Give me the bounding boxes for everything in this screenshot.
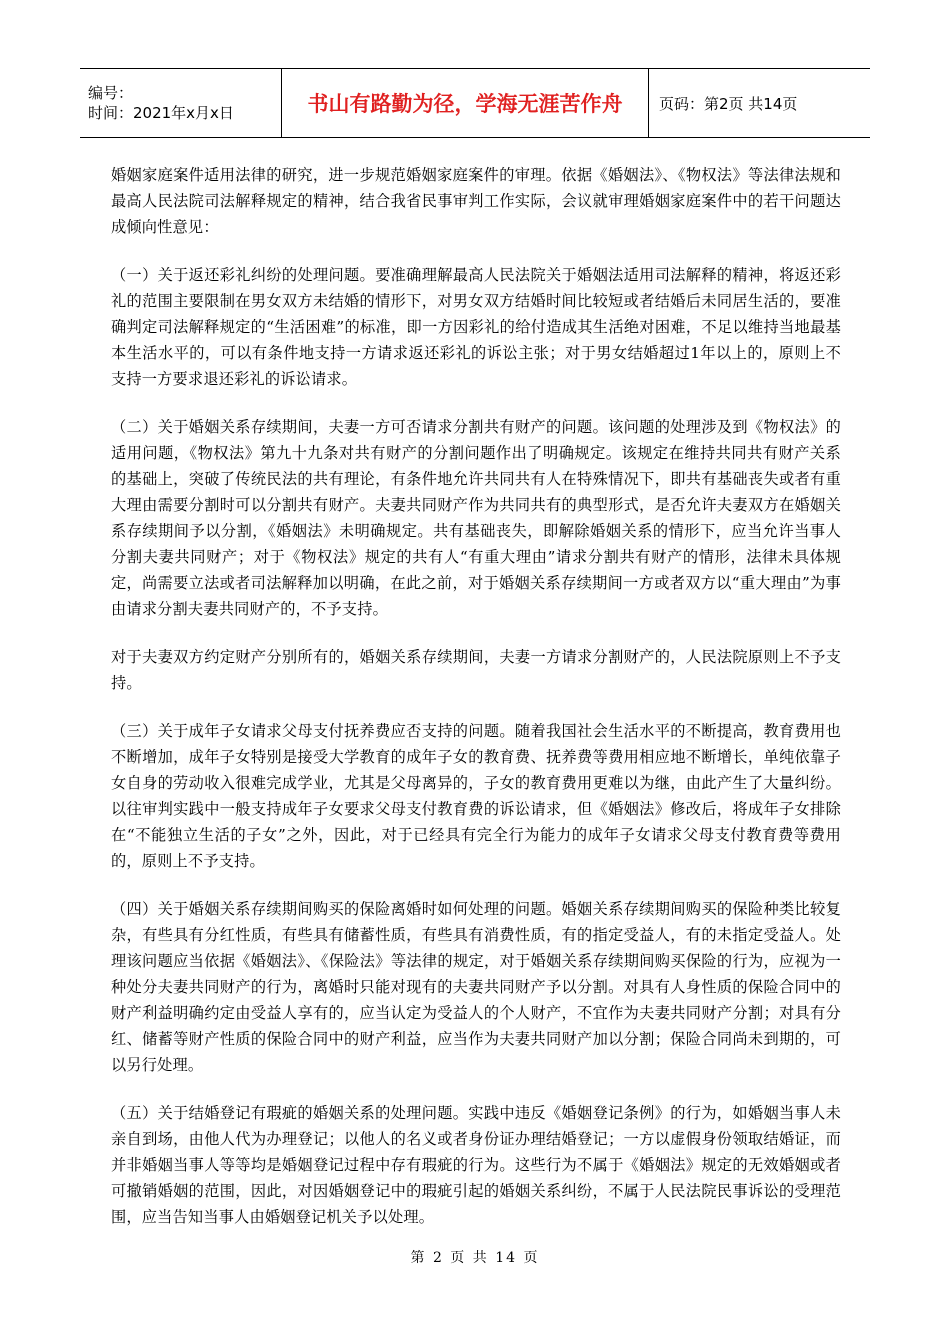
header-meta-cell [80,69,282,138]
motto-text: 书山有路勤为径，学海无涯苦作舟 [307,92,623,116]
paragraph-section-2: （二）关于婚姻关系存续期间，夫妻一方可否请求分割共有财产的问题。该问题的处理涉及到《物权法》的适用问题，《物权法》第九十九条对共有财产的分割问题作出了明确规定。该规定在维持共同共有财产关系的基础上，突破了传统民法的共有理论，有条件地允许共同共有人在特殊情况下，即共有基础丧失或者有重大理由需要分割时可以分割共有财产。夫妻共同财产作为共同共有的典型形式，是否允许夫妻双方在婚姻关系存续期间予以分割，《婚姻法》未明确规定。共有基础丧失，即解除婚姻关系的情形下，应当允许当事人分割夫妻共同财产；对于《物权法》规定的共有人“有重大理由”请求分割共有财产的情形，法律未具体规定，尚需要立法或者司法解释加以明确，在此之前，对于婚姻关系存续期间一方或者双方以“重大理由”为事由请求分割夫妻共同财产的，不予支持。 [111,418,841,618]
header-page-number: 页码：第2页 共14页 [659,94,798,113]
paragraph-section-3: （三）关于成年子女请求父母支付抚养费应否支持的问题。随着我国社会生活水平的不断提高，教育费用也不断增加，成年子女特别是接受大学教育的成年子女的教育费、抚养费等费用相应地不断增长，单纯依靠子女自身的劳动收入很难完成学业，尤其是父母离异的，子女的教育费用更难以为继，由此产生了大量纠纷。以往审判实践中一般支持成年子女要求父母支付教育费的诉讼请求，但《婚姻法》修改后，将成年子女排除在“不能独立生活的子女”之外，因此，对于已经具有完全行为能力的成年子女请求父母支付教育费等费用的，原则上不予支持。 [111,722,841,870]
document-body [111,162,841,1252]
paragraph-intro: 婚姻家庭案件适用法律的研究，进一步规范婚姻家庭案件的审理。依据《婚姻法》、《物权法》等法律法规和最高人民法院司法解释规定的精神，结合我省民事审判工作实际，会议就审理婚姻家庭案件中的若干问题达成倾向性意见： [111,166,841,236]
document-time-label: 时间：2021年x月x日 [88,104,234,122]
header-motto-cell [282,69,649,138]
paragraph-section-4: （四）关于婚姻关系存续期间购买的保险离婚时如何处理的问题。婚姻关系存续期间购买的保险种类比较复杂，有些具有分红性质，有些具有储蓄性质，有些具有消费性质，有的指定受益人，有的未指定受益人。处理该问题应当依据《婚姻法》、《保险法》等法律的规定，对于婚姻关系存续期间购买保险的行为，应视为一种处分夫妻共同财产的行为，离婚时只能对现有的夫妻共同财产予以分割。对具有人身性质的保险合同中的财产利益明确约定由受益人享有的，应当认定为受益人的个人财产，不宜作为夫妻共同财产分割；对具有分红、储蓄等财产性质的保险合同中的财产利益，应当作为夫妻共同财产加以分割；保险合同尚未到期的，可以另行处理。 [111,900,841,1074]
paragraph-section-2-note: 对于夫妻双方约定财产分别所有的，婚姻关系存续期间，夫妻一方请求分割财产的，人民法院原则上不予支持。 [111,648,841,692]
page-footer: 第 2 页 共 14 页 [410,1250,540,1266]
header-table [80,68,870,138]
document-number-label: 编号： [88,84,134,102]
paragraph-section-5: （五）关于结婚登记有瑕疵的婚姻关系的处理问题。实践中违反《婚姻登记条例》的行为，如婚姻当事人未亲自到场，由他人代为办理登记；以他人的名义或者身份证办理结婚登记；一方以虚假身份领取结婚证，而并非婚姻当事人等等均是婚姻登记过程中存有瑕疵的行为。这些行为不属于《婚姻法》规定的无效婚姻或者可撤销婚姻的范围，因此，对因婚姻登记中的瑕疵引起的婚姻关系纠纷，不属于人民法院民事诉讼的受理范围，应当告知当事人由婚姻登记机关予以处理。 [111,1104,841,1226]
header-page-cell [649,69,871,138]
paragraph-section-1: （一）关于返还彩礼纠纷的处理问题。要准确理解最高人民法院关于婚姻法适用司法解释的精神，将返还彩礼的范围主要限制在男女双方未结婚的情形下，对男女双方结婚时间比较短或者结婚后未同居生活的，要准确判定司法解释规定的“生活困难”的标准，即一方因彩礼的给付造成其生活绝对困难，不足以维持当地最基本生活水平的，可以有条件地支持一方请求返还彩礼的诉讼主张；对于男女结婚超过1年以上的，原则上不支持一方要求退还彩礼的诉讼请求。 [111,266,841,388]
